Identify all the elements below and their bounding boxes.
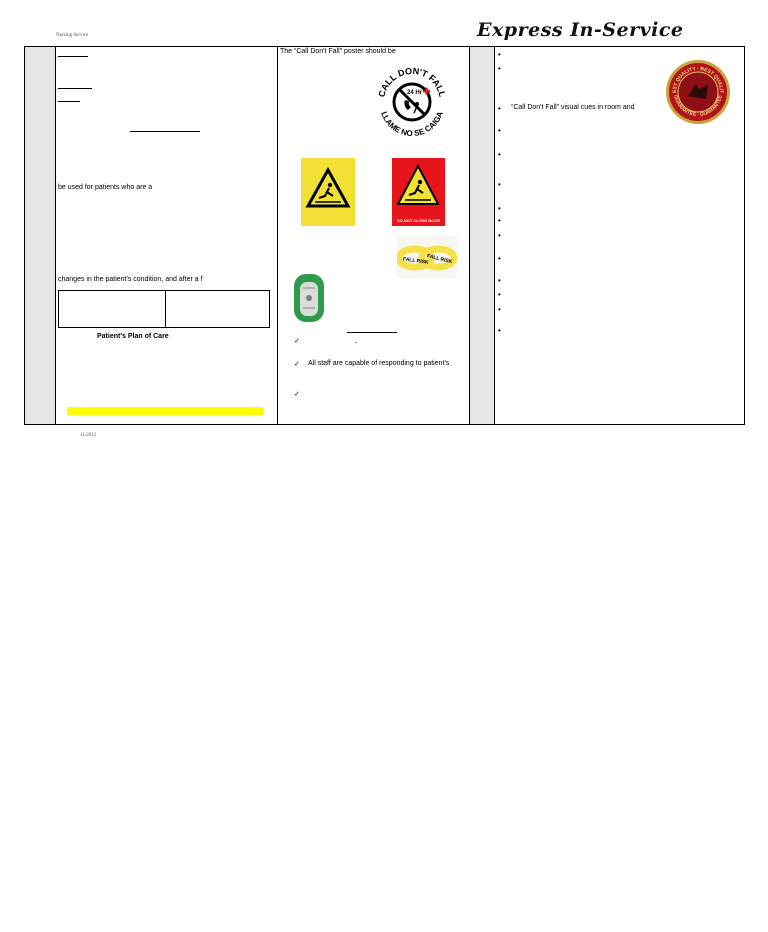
- bullet-icon: •: [498, 254, 501, 263]
- checkmark-icon: ✓: [294, 391, 300, 398]
- underline: [58, 88, 92, 89]
- bullet-icon: •: [498, 216, 501, 225]
- bullet-icon: •: [498, 290, 501, 299]
- call-dont-fall-poster-image: [372, 64, 452, 140]
- column-divider: [469, 47, 470, 424]
- left-margin-column: [25, 47, 55, 424]
- wristband-label: FALL RISK: [426, 253, 453, 266]
- best-quality-seal-image: [664, 56, 732, 126]
- column-divider: [55, 47, 56, 424]
- bullet-icon: •: [498, 326, 501, 335]
- bullet-icon: •: [498, 231, 501, 240]
- bullet-icon: •: [498, 180, 501, 189]
- bullet-icon: •: [498, 104, 501, 113]
- underline: [58, 56, 88, 57]
- page-title: Express In-Service: [477, 19, 684, 41]
- poster-top-text: CALL DON'T FALL: [376, 65, 448, 99]
- checkmark-icon: ✓: [294, 361, 300, 368]
- poster-hours-text: 24 Hr: [407, 90, 423, 96]
- footer-date: 11/2012: [80, 433, 97, 438]
- underline: [347, 332, 397, 333]
- fall-risk-wristband-image: [397, 236, 457, 278]
- column-divider: [277, 47, 278, 424]
- bullet-icon: •: [498, 50, 501, 59]
- body-text-line: changes in the patient's condition, and after a f: [58, 276, 203, 283]
- dash-text: -: [355, 340, 358, 347]
- underline: [130, 131, 200, 132]
- visual-cues-text: “Call Don't Fall” visual cues in room and: [511, 104, 635, 111]
- wristband-label: FALL RISK: [402, 256, 429, 266]
- checkmark-icon: ✓: [294, 338, 300, 345]
- seal-top-text: EST QUALITY · BEST QUALIT: [671, 65, 725, 94]
- column-divider: [494, 47, 495, 424]
- poster-bottom-text: LLAME NO SE CAIGA: [379, 110, 445, 139]
- inner-table: [58, 290, 270, 328]
- check-item-text: All staff are capable of responding to patient's: [308, 360, 450, 367]
- bullet-icon: •: [498, 305, 501, 314]
- sign-caption: DO NOT CLOSE DOOR: [396, 218, 441, 223]
- department-label: Nursing Service: [56, 33, 89, 38]
- seal-bottom-text: GUARANTEE · GUARANTEE: [672, 94, 724, 118]
- poster-text: The “Call Don't Fall” poster should be: [280, 48, 396, 55]
- bed-alarm-device-image: [292, 272, 326, 324]
- bullet-icon: •: [498, 204, 501, 213]
- plan-of-care-heading: Patient's Plan of Care: [97, 333, 169, 340]
- bullet-icon: •: [498, 126, 501, 135]
- bullet-icon: •: [498, 276, 501, 285]
- bullet-icon: •: [498, 64, 501, 73]
- wet-floor-sign-yellow-image: [301, 158, 355, 226]
- highlight-bar: [67, 407, 263, 415]
- body-text-line: be used for patients who are a: [58, 184, 153, 191]
- middle-margin-column: [470, 47, 495, 424]
- inner-table-divider: [165, 291, 166, 327]
- underline: [58, 101, 80, 102]
- do-not-close-door-sign-image: [392, 158, 445, 226]
- bullet-icon: •: [498, 150, 501, 159]
